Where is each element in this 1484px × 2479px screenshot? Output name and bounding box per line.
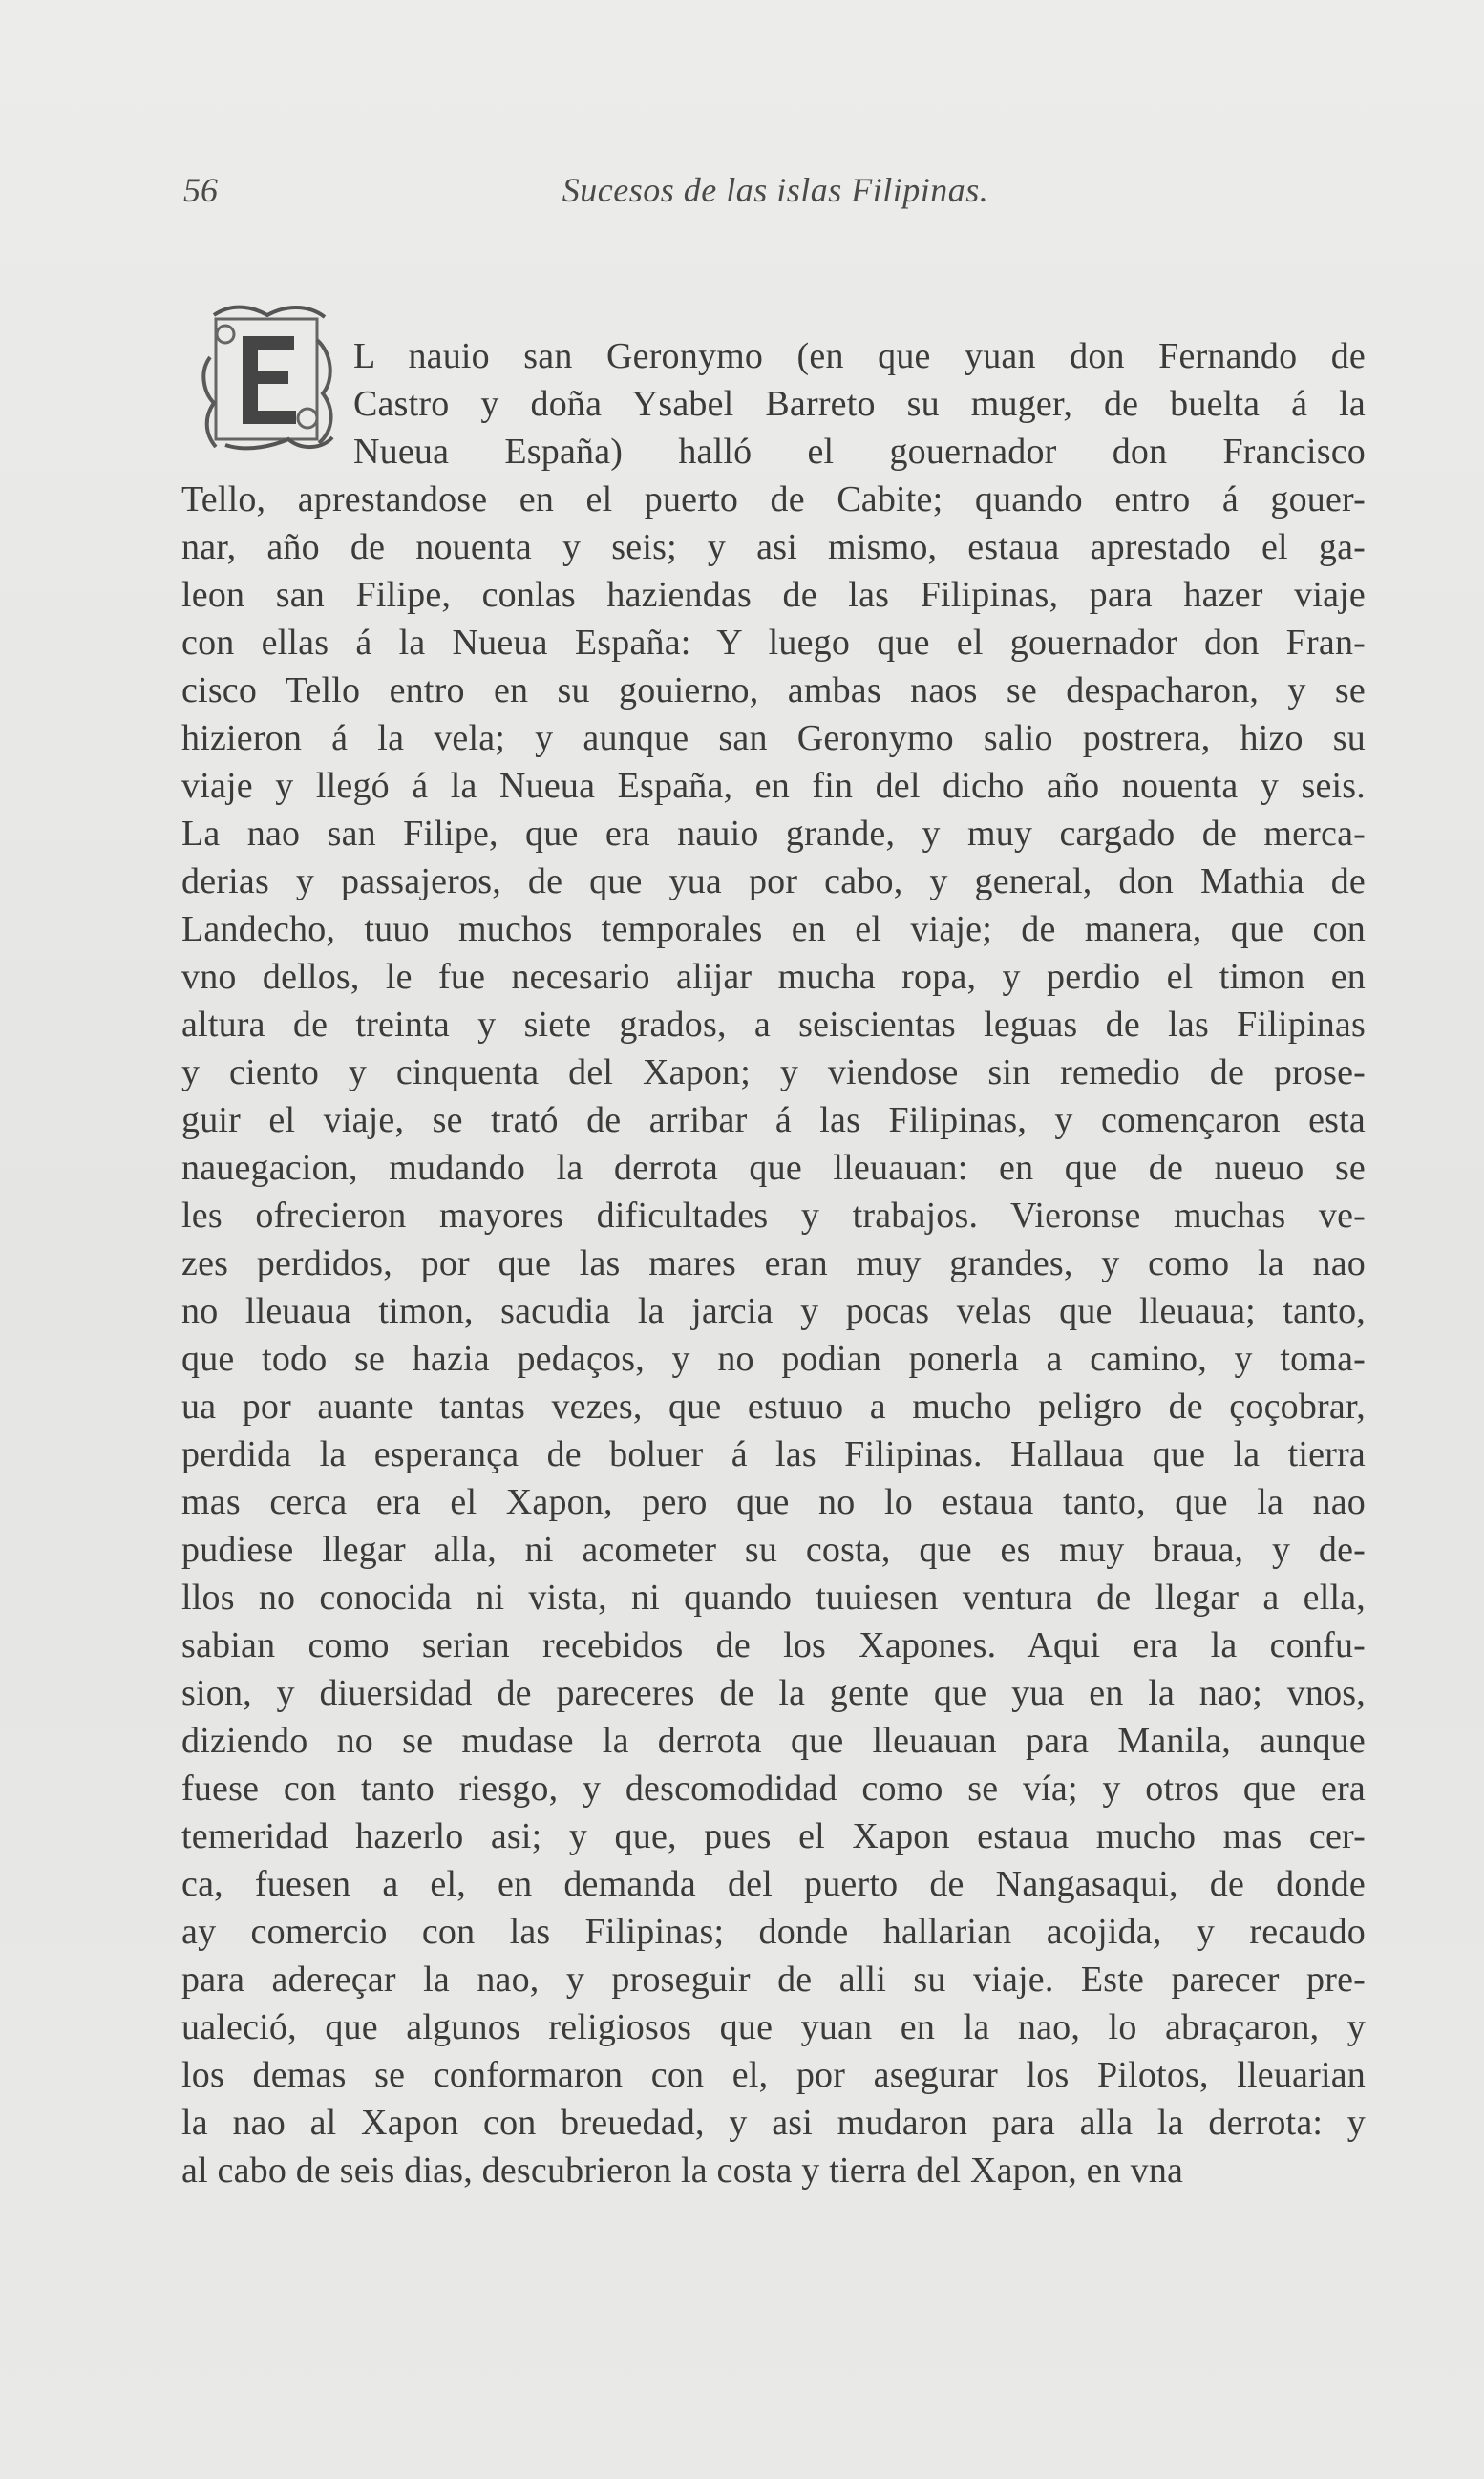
text-line: La nao san Filipe, que era nauio grande, y muy cargado de merca- <box>181 814 1366 854</box>
text-line: sabian como serian recebidos de los Xapones. Aqui era la confu- <box>181 1625 1366 1665</box>
text-line: zes perdidos, por que las mares eran muy grandes, y como la nao <box>181 1243 1366 1283</box>
text-line: temeridad hazerlo asi; y que, pues el Xapon estaua mucho mas cer- <box>181 1816 1366 1856</box>
text-line: sion, y diuersidad de pareceres de la gente que yua en la nao; vnos, <box>181 1673 1366 1713</box>
text-line: y ciento y cinquenta del Xapon; y viendose sin remedio de prose- <box>181 1052 1366 1092</box>
text-line: al cabo de seis dias, descubrieron la costa y tierra del Xapon, en vna <box>181 2151 1184 2191</box>
text-line: leon san Filipe, conlas haziendas de las Filipinas, para hazer viaje <box>181 575 1366 615</box>
text-line: no lleuaua timon, sacudia la jarcia y pocas velas que lleuaua; tanto, <box>181 1291 1366 1331</box>
text-line: cisco Tello entro en su gouierno, ambas naos se despacharon, y se <box>181 670 1366 710</box>
text-line: Castro y doña Ysabel Barreto su muger, de buelta á la <box>353 384 1366 424</box>
text-line: la nao al Xapon con breuedad, y asi mudaron para alla la derrota: y <box>181 2103 1366 2143</box>
text-line: llos no conocida ni vista, ni quando tuuiesen ventura de llegar a ella, <box>181 1578 1366 1618</box>
text-line: mas cerca era el Xapon, pero que no lo estaua tanto, que la nao <box>181 1482 1366 1522</box>
text-line: con ellas á la Nueua España: Y luego que el gouernador don Fran- <box>181 623 1366 663</box>
text-line: ua por auante tantas vezes, que estuuo a mucho peligro de çoçobrar, <box>181 1387 1366 1427</box>
text-line: les ofrecieron mayores dificultades y trabajos. Vieronse muchas ve- <box>181 1196 1366 1236</box>
text-line: Nueua España) halló el gouernador don Francisco <box>353 432 1366 472</box>
text-line: altura de treinta y siete grados, a seiscientas leguas de las Filipinas <box>181 1005 1366 1045</box>
text-line: los demas se conformaron con el, por asegurar los Pilotos, lleuarian <box>181 2055 1366 2095</box>
text-line: para adereçar la nao, y proseguir de alli su viaje. Este parecer pre- <box>181 1960 1366 2000</box>
text-line: viaje y llegó á la Nueua España, en fin del dicho año nouenta y seis. <box>181 766 1366 806</box>
text-line: perdida la esperança de boluer á las Filipinas. Hallaua que la tierra <box>181 1434 1366 1474</box>
text-line: ay comercio con las Filipinas; donde hallarian acojida, y recaudo <box>181 1912 1366 1952</box>
ornamental-initial-e-icon <box>197 298 340 460</box>
text-line: Landecho, tuuo muchos temporales en el viaje; de manera, que con <box>181 909 1366 949</box>
text-line: guir el viaje, se trató de arribar á las Filipinas, y començaron esta <box>181 1100 1366 1140</box>
text-line: derias y passajeros, de que yua por cabo, y general, don Mathia de <box>181 861 1366 901</box>
running-title: Sucesos de las islas Filipinas. <box>562 171 989 209</box>
text-line: que todo se hazia pedaços, y no podian ponerla a camino, y toma- <box>181 1339 1366 1379</box>
text-line: hizieron á la vela; y aunque san Geronymo salio postrera, hizo su <box>181 718 1366 758</box>
text-line: L nauio san Geronymo (en que yuan don Fernando de <box>353 336 1366 376</box>
text-line: fuese con tanto riesgo, y descomodidad como se vía; y otros que era <box>181 1769 1366 1809</box>
text-line: vno dellos, le fue necesario alijar mucha ropa, y perdio el timon en <box>181 957 1366 997</box>
text-line: nar, año de nouenta y seis; y asi mismo, estaua aprestado el ga- <box>181 527 1366 567</box>
text-line: diziendo no se mudase la derrota que lleuauan para Manila, aunque <box>181 1721 1366 1761</box>
text-line: pudiese llegar alla, ni acometer su costa, que es muy braua, y de- <box>181 1530 1366 1570</box>
text-line: Tello, aprestandose en el puerto de Cabite; quando entro á gouer- <box>181 479 1366 519</box>
text-line: nauegacion, mudando la derrota que lleuauan: en que de nueuo se <box>181 1148 1366 1188</box>
text-line: ca, fuesen a el, en demanda del puerto de Nangasaqui, de donde <box>181 1864 1366 1904</box>
page-header <box>183 170 1367 222</box>
text-line: ualeció, que algunos religiosos que yuan en la nao, lo abraçaron, y <box>181 2007 1366 2047</box>
page-number: 56 <box>183 171 218 209</box>
